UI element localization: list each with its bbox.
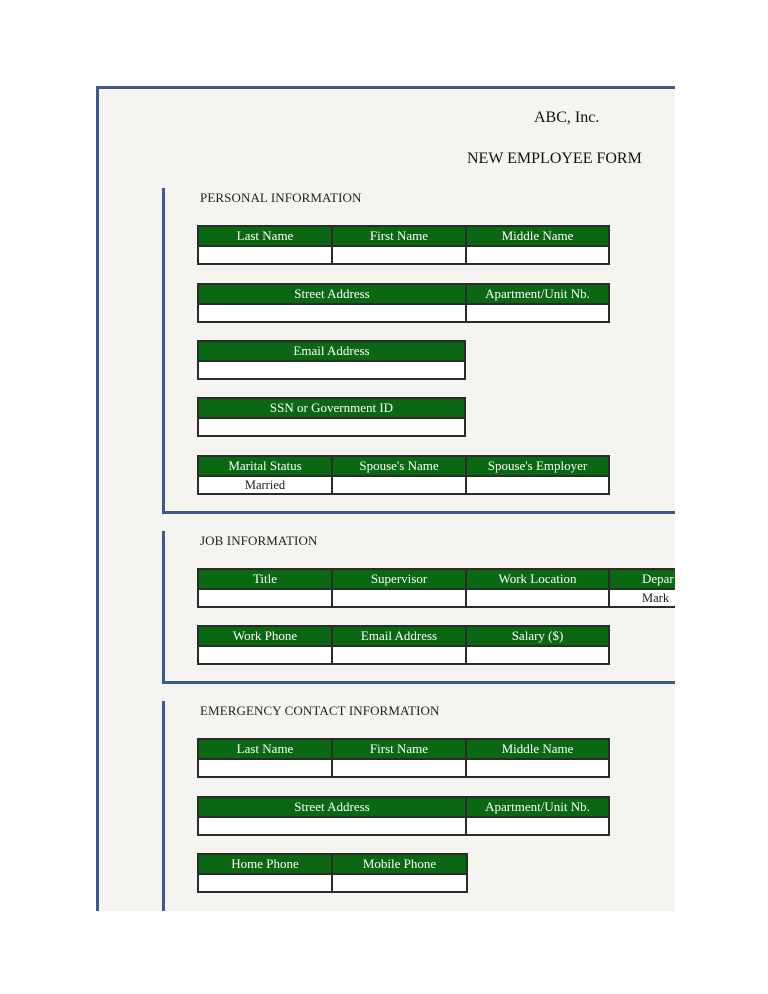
emergency-middle-name-header: Middle Name [466,739,609,759]
apartment-unit-header: Apartment/Unit Nb. [466,284,609,304]
emergency-first-name-header: First Name [332,739,466,759]
street-address-header: Street Address [198,284,466,304]
form-title: NEW EMPLOYEE FORM [467,150,642,167]
salary-header: Salary ($) [466,626,609,646]
marital-status-field[interactable]: Married [198,476,332,494]
title-header: Title [198,569,332,589]
personal-name-table [197,225,610,265]
supervisor-field[interactable] [332,589,466,607]
salary-field[interactable] [466,646,609,664]
spouse-name-field[interactable] [332,476,466,494]
marital-table [197,455,610,495]
personal-info-heading: PERSONAL INFORMATION [200,190,362,205]
title-field[interactable] [198,589,332,607]
home-phone-field[interactable] [198,874,332,892]
home-phone-header: Home Phone [198,854,332,874]
section-bracket [162,701,165,911]
work-email-field[interactable] [332,646,466,664]
last-name-field[interactable] [198,246,332,264]
section-divider [162,681,675,684]
emergency-address-table [197,796,610,836]
emergency-first-name-field[interactable] [332,759,466,777]
emergency-street-address-header: Street Address [198,797,466,817]
emergency-last-name-field[interactable] [198,759,332,777]
street-address-field[interactable] [198,304,466,322]
spouse-employer-header: Spouse's Employer [466,456,609,476]
middle-name-header: Middle Name [466,226,609,246]
last-name-header: Last Name [198,226,332,246]
work-location-field[interactable] [466,589,609,607]
work-phone-field[interactable] [198,646,332,664]
ssn-field[interactable] [198,418,465,436]
job-table [197,568,719,608]
job-info-heading: JOB INFORMATION [200,533,318,548]
work-phone-header: Work Phone [198,626,332,646]
emergency-middle-name-field[interactable] [466,759,609,777]
emergency-phone-table [197,853,468,893]
emergency-apartment-unit-field[interactable] [466,817,609,835]
section-bracket [162,531,165,683]
spouse-employer-field[interactable] [466,476,609,494]
page-crop-mask [675,0,768,994]
department-header: Depar [609,569,718,589]
mobile-phone-header: Mobile Phone [332,854,467,874]
marital-status-header: Marital Status [198,456,332,476]
sheet-top-border [96,86,675,89]
supervisor-header: Supervisor [332,569,466,589]
emergency-last-name-header: Last Name [198,739,332,759]
email-address-field[interactable] [198,361,465,379]
spouse-name-header: Spouse's Name [332,456,466,476]
department-field[interactable]: Mark [609,589,718,607]
emergency-apartment-unit-header: Apartment/Unit Nb. [466,797,609,817]
email-table [197,340,466,380]
mobile-phone-field[interactable] [332,874,467,892]
section-divider [162,511,675,514]
first-name-field[interactable] [332,246,466,264]
emergency-contact-heading: EMERGENCY CONTACT INFORMATION [200,703,440,718]
work-email-header: Email Address [332,626,466,646]
middle-name-field[interactable] [466,246,609,264]
ssn-header: SSN or Government ID [198,398,465,418]
job-contact-table [197,625,610,665]
first-name-header: First Name [332,226,466,246]
personal-address-table [197,283,610,323]
sheet-left-border [96,86,99,911]
emergency-name-table [197,738,610,778]
ssn-table [197,397,466,437]
work-location-header: Work Location [466,569,609,589]
apartment-unit-field[interactable] [466,304,609,322]
email-address-header: Email Address [198,341,465,361]
company-name: ABC, Inc. [534,109,600,126]
emergency-street-address-field[interactable] [198,817,466,835]
form-sheet [96,86,675,911]
section-bracket [162,188,165,513]
